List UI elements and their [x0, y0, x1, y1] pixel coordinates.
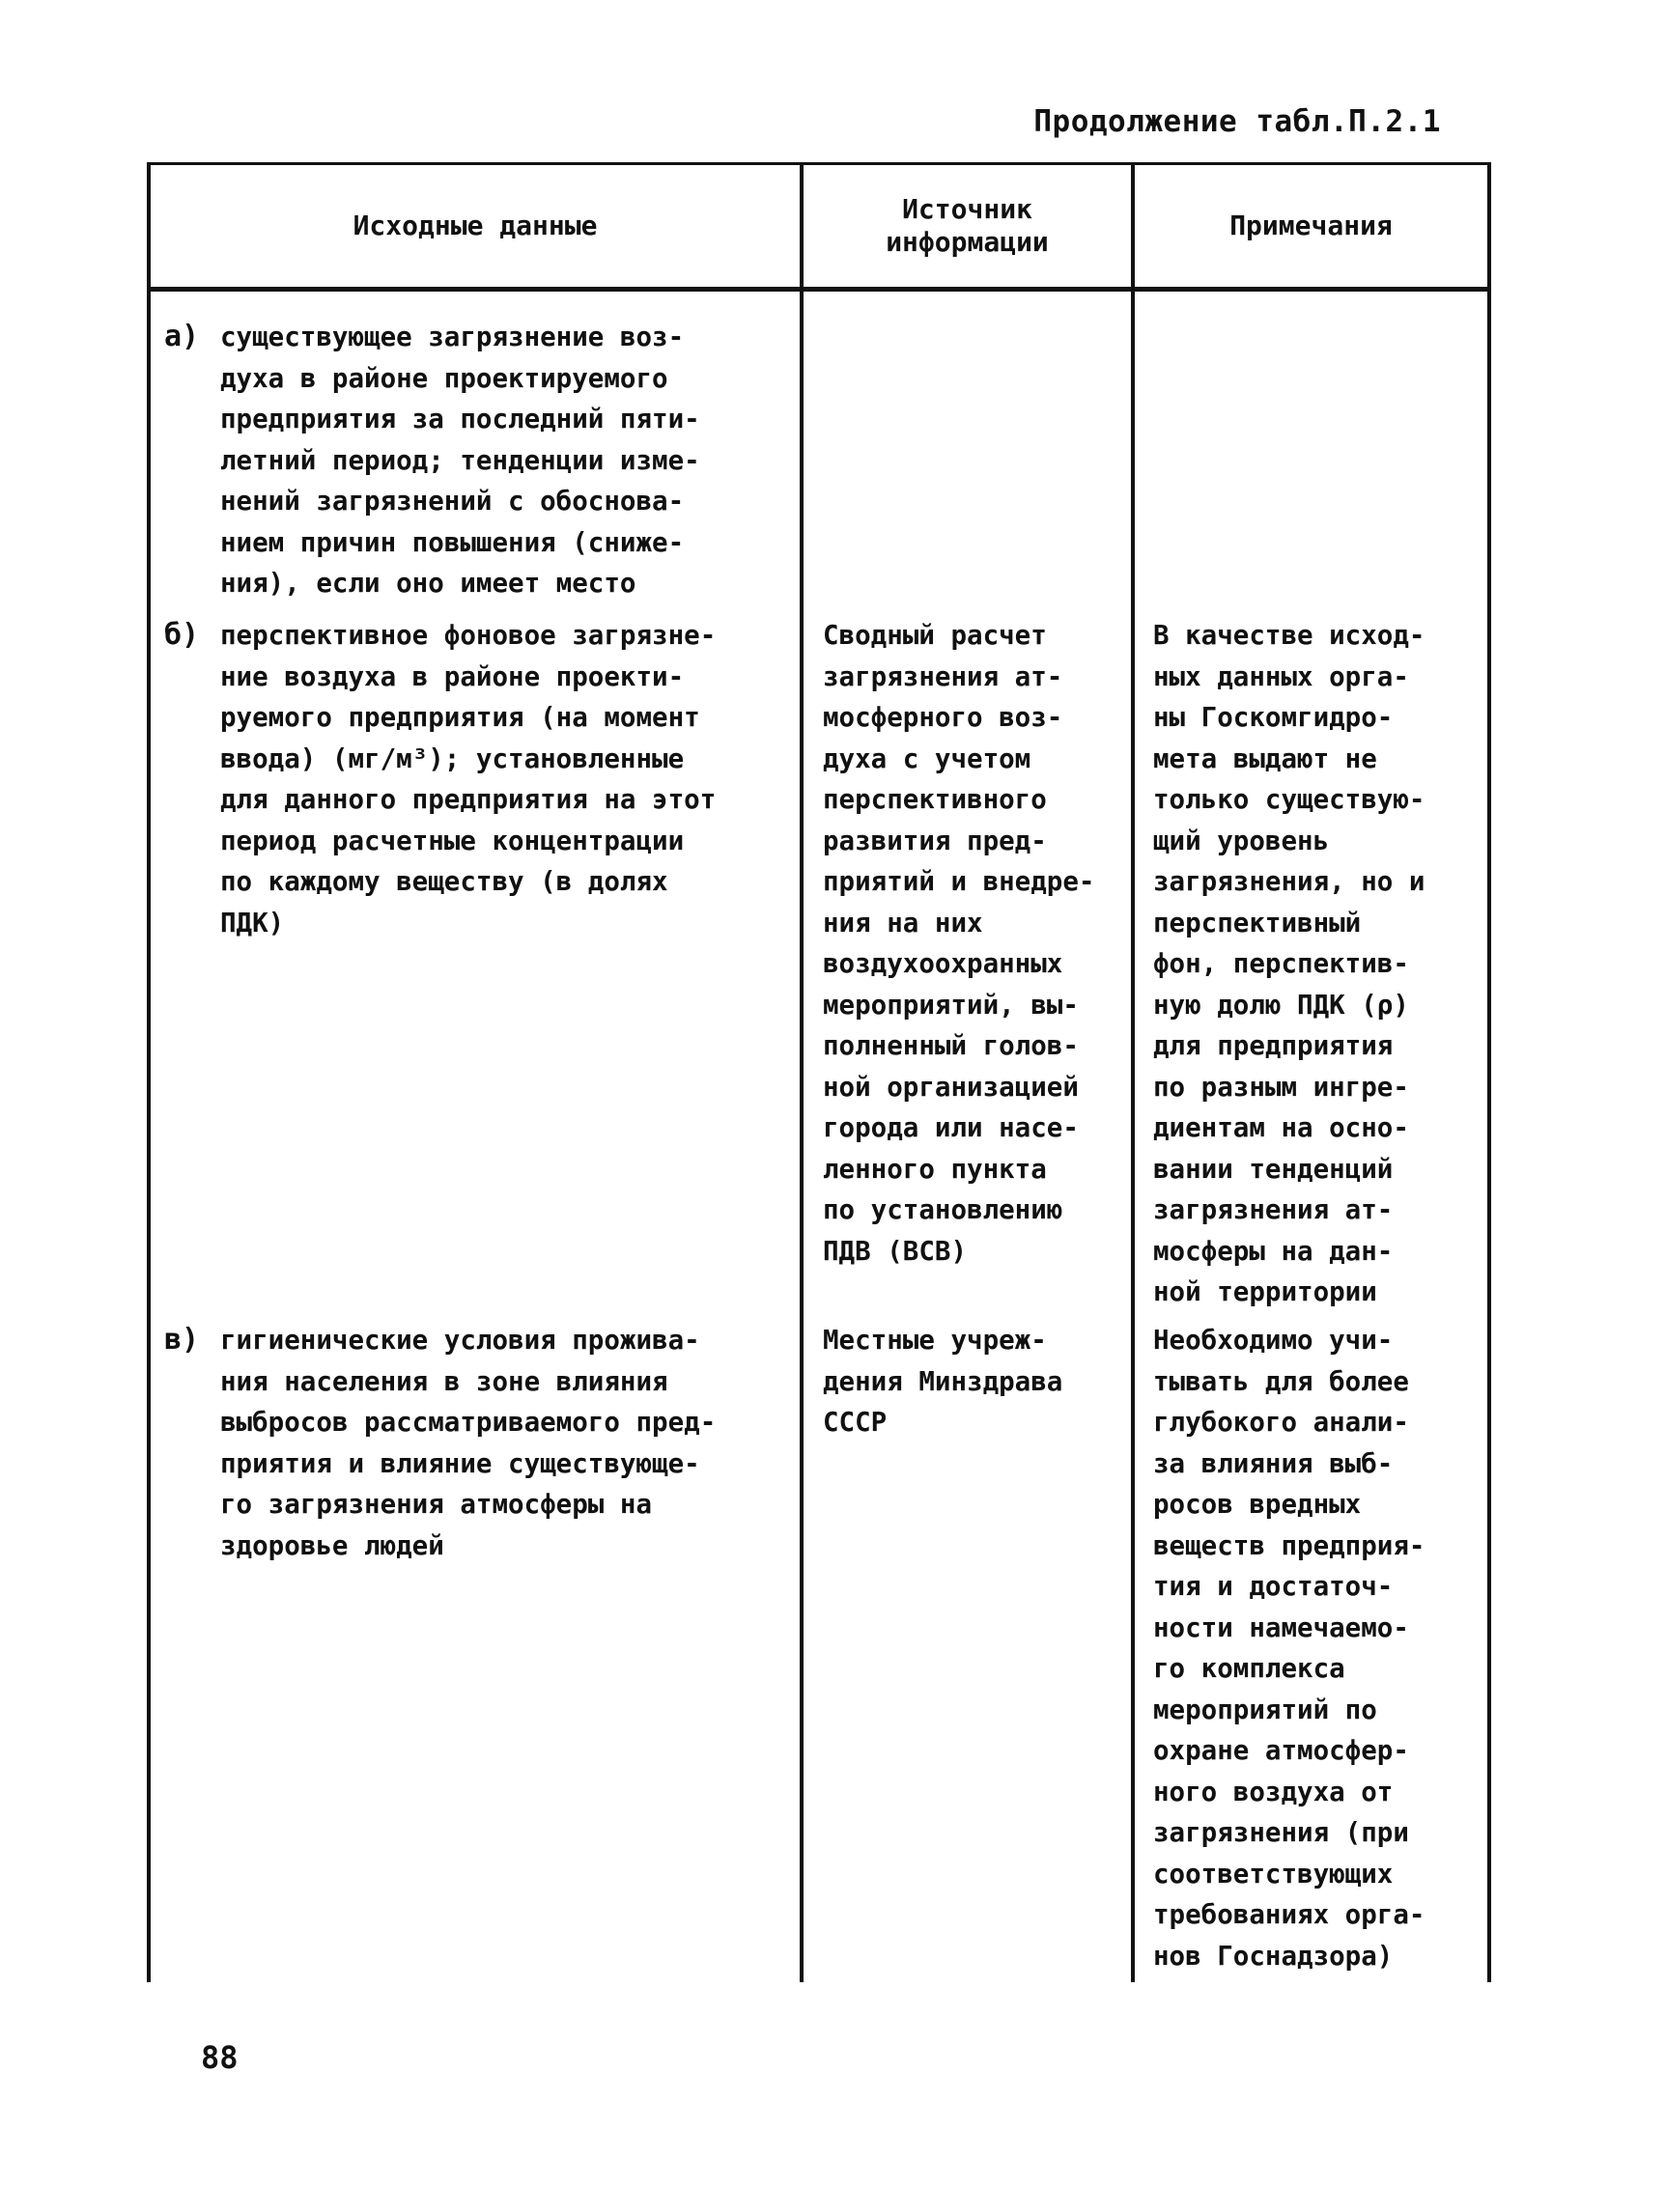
- cell-info-source: Сводный расчет загрязнения ат- мосферного воз- духа с учетом перспективного развития пред- приятий и внедре- ния на них воздухоохранных мероприятий, вы- полненный голов- ной организацией города или насе- ленного пункта по установлению ПДВ (ВСВ): [823, 620, 1095, 1267]
- cell-info-source: Местные учреж- дения Минздрава СССР: [823, 1325, 1063, 1438]
- cell-source-data: гигиенические условия прожива- ния населения в зоне влияния выбросов рассматриваемого пред- приятия и влияние существующе- го загрязнения атмосферы на здоровье людей: [220, 1325, 717, 1561]
- column-divider-2: [1131, 162, 1135, 1982]
- header-info-source: Источник информации: [886, 193, 1049, 258]
- cell-notes: В качестве исход- ных данных орга- ны Госкомгидро- мета выдают не только существую- щий уровень загрязнения, но и перспективный фон, перспектив- ную долю ПДК (ρ) для предприятия по разным ингре- диентам на осно- вании тенденций загрязнения ат- мосферы на дан- ной территории: [1153, 620, 1425, 1307]
- cell-notes: Необходимо учи- тывать для более глубокого анали- за влияния выб- росов вредных веществ предприя- тия и достаточ- ности намечаемо- го комплекса мероприятий по охране атмосфер- ного воздуха от загрязнения (при соответствующих требованиях орга- нов Госнадзора): [1153, 1325, 1425, 1972]
- cell-source-data: существующее загрязнение воз- духа в районе проектируемого предприятия за последний пяти- летний период; тенденции изме- нений загрязнений с обоснова- нием причин повышения (сниже- ния), если оно имеет место: [220, 322, 700, 599]
- row-marker: а): [164, 320, 200, 353]
- table-right-border: [1487, 162, 1491, 1982]
- header-notes: Примечания: [1229, 210, 1393, 241]
- row-marker: в): [164, 1323, 200, 1357]
- header-source-data: Исходные данные: [353, 210, 598, 241]
- header-separator: [147, 287, 1491, 292]
- column-divider-1: [800, 162, 804, 1982]
- data-table: [147, 162, 1491, 1982]
- row-marker: б): [164, 618, 200, 652]
- cell-source-data: перспективное фоновое загрязне- ние воздуха в районе проекти- руемого предприятия (на момент ввода) (мг/м³); установленные для данного предприятия на этот период расчетные концентрации по каждому веществу (в долях ПДК): [220, 620, 717, 938]
- table-left-border: [147, 162, 151, 1982]
- table-caption: Продолжение табл.П.2.1: [1033, 104, 1441, 139]
- page-number: 88: [201, 2039, 239, 2076]
